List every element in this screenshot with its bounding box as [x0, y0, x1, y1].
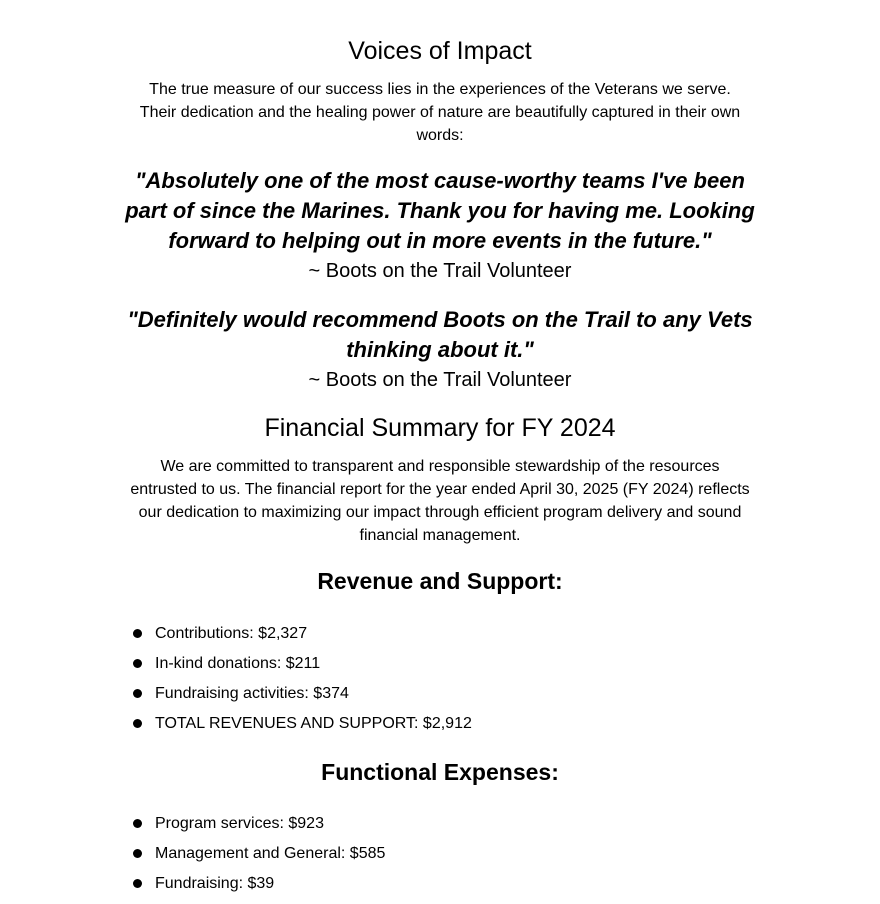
- quote-attribution: ~ Boots on the Trail Volunteer: [308, 260, 572, 282]
- bullet-icon: [133, 879, 142, 888]
- expense-item-text: Fundraising: $39: [155, 875, 275, 892]
- list-item: [133, 869, 385, 899]
- quote-line: "Absolutely one of the most cause-worthy teams I've been: [135, 168, 745, 193]
- financial-title: Financial Summary for FY 2024: [264, 414, 616, 442]
- financial-intro: [0, 455, 880, 547]
- testimonial-quote: [0, 166, 880, 286]
- financial-intro-line: We are committed to transparent and responsible stewardship of the resources: [160, 458, 720, 475]
- list-item: [133, 619, 472, 649]
- bullet-icon: [133, 689, 142, 698]
- voices-intro-line: words:: [416, 127, 464, 144]
- revenue-item-text: TOTAL REVENUES AND SUPPORT: $2,912: [155, 715, 472, 732]
- bullet-icon: [133, 719, 142, 728]
- revenue-list: [133, 619, 472, 739]
- revenue-item-text: Fundraising activities: $374: [155, 685, 349, 702]
- expense-item-text: Program services: $923: [155, 815, 324, 832]
- voices-section: [0, 37, 880, 66]
- financial-intro-line: our dedication to maximizing our impact through efficient program delivery and sound: [138, 504, 742, 521]
- expenses-list: [133, 809, 385, 899]
- quote-line: thinking about it.": [346, 337, 534, 362]
- bullet-icon: [133, 849, 142, 858]
- financial-intro-line: entrusted to us. The financial report for the year ended April 30, 2025 (FY 2024) reflects: [130, 481, 750, 498]
- voices-intro-line: The true measure of our success lies in the experiences of the Veterans we serve.: [149, 81, 731, 98]
- list-item: [133, 679, 472, 709]
- list-item: [133, 709, 472, 739]
- bullet-icon: [133, 629, 142, 638]
- voices-intro: [0, 78, 880, 147]
- voices-intro-line: Their dedication and the healing power of nature are beautifully captured in their own: [139, 104, 741, 121]
- revenue-section: [0, 568, 880, 595]
- quote-attribution: ~ Boots on the Trail Volunteer: [308, 369, 572, 391]
- list-item: [133, 839, 385, 869]
- voices-title: Voices of Impact: [348, 37, 532, 65]
- revenue-item-text: Contributions: $2,327: [155, 625, 308, 642]
- bullet-icon: [133, 819, 142, 828]
- financial-intro-line: financial management.: [359, 527, 521, 544]
- expenses-section: [0, 759, 880, 786]
- financial-section: [0, 414, 880, 443]
- quote-line: "Definitely would recommend Boots on the Trail to any Vets: [127, 307, 753, 332]
- bullet-icon: [133, 659, 142, 668]
- expense-item-text: Management and General: $585: [155, 845, 386, 862]
- list-item: [133, 809, 385, 839]
- revenue-heading: Revenue and Support:: [317, 568, 563, 594]
- list-item: [133, 649, 472, 679]
- testimonial-quote: [0, 305, 880, 395]
- revenue-item-text: In-kind donations: $211: [155, 655, 321, 672]
- quote-line: forward to helping out in more events in the future.": [168, 228, 712, 253]
- expenses-heading: Functional Expenses:: [321, 759, 559, 785]
- quote-line: part of since the Marines. Thank you for having me. Looking: [125, 198, 755, 223]
